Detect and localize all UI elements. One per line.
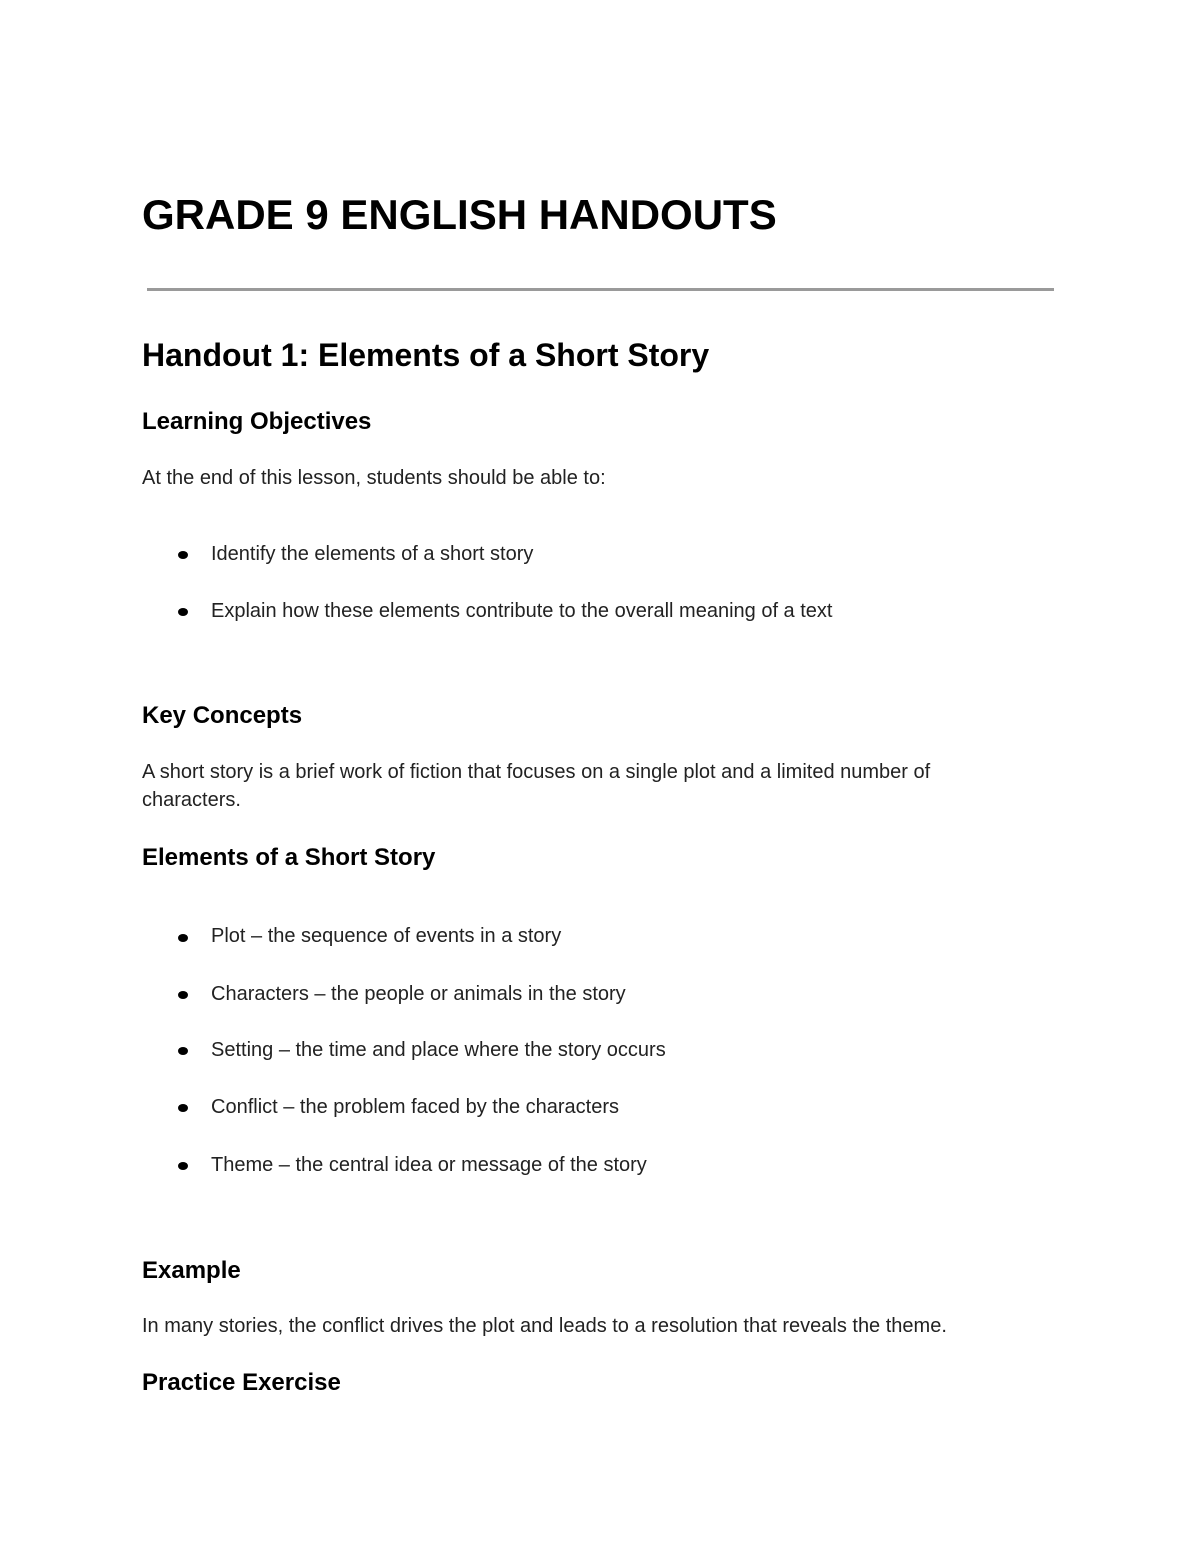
bullet-icon — [178, 934, 188, 942]
element-item-conflict: Conflict – the problem faced by the characters — [211, 1096, 619, 1118]
bullet-icon — [178, 1104, 188, 1112]
example-heading: Example — [142, 1257, 241, 1284]
bullet-icon — [178, 551, 188, 559]
practice-exercise-heading: Practice Exercise — [142, 1369, 341, 1396]
learning-objectives-heading: Learning Objectives — [142, 408, 372, 435]
learning-objectives-intro: At the end of this lesson, students should be able to: — [142, 467, 606, 489]
elements-heading: Elements of a Short Story — [142, 844, 436, 871]
element-item-plot: Plot – the sequence of events in a story — [211, 925, 562, 947]
element-item-characters: Characters – the people or animals in the story — [211, 983, 626, 1005]
objective-item: Explain how these elements contribute to the overall meaning of a text — [211, 600, 833, 622]
bullet-icon — [178, 991, 188, 999]
document-title: GRADE 9 ENGLISH HANDOUTS — [142, 191, 777, 238]
objective-item: Identify the elements of a short story — [211, 543, 534, 565]
element-item-setting: Setting – the time and place where the story occurs — [211, 1039, 666, 1061]
bullet-icon — [178, 1047, 188, 1055]
example-text: In many stories, the conflict drives the plot and leads to a resolution that reveals the theme. — [142, 1315, 947, 1337]
key-concepts-heading: Key Concepts — [142, 702, 303, 729]
horizontal-rule — [147, 288, 1054, 291]
bullet-icon — [178, 1162, 188, 1170]
element-item-theme: Theme – the central idea or message of the story — [211, 1154, 647, 1176]
key-concepts-text: A short story is a brief work of fiction that focuses on a single plot and a limited number of characters. — [142, 761, 931, 811]
handout-title: Handout 1: Elements of a Short Story — [142, 337, 710, 373]
bullet-icon — [178, 608, 188, 616]
